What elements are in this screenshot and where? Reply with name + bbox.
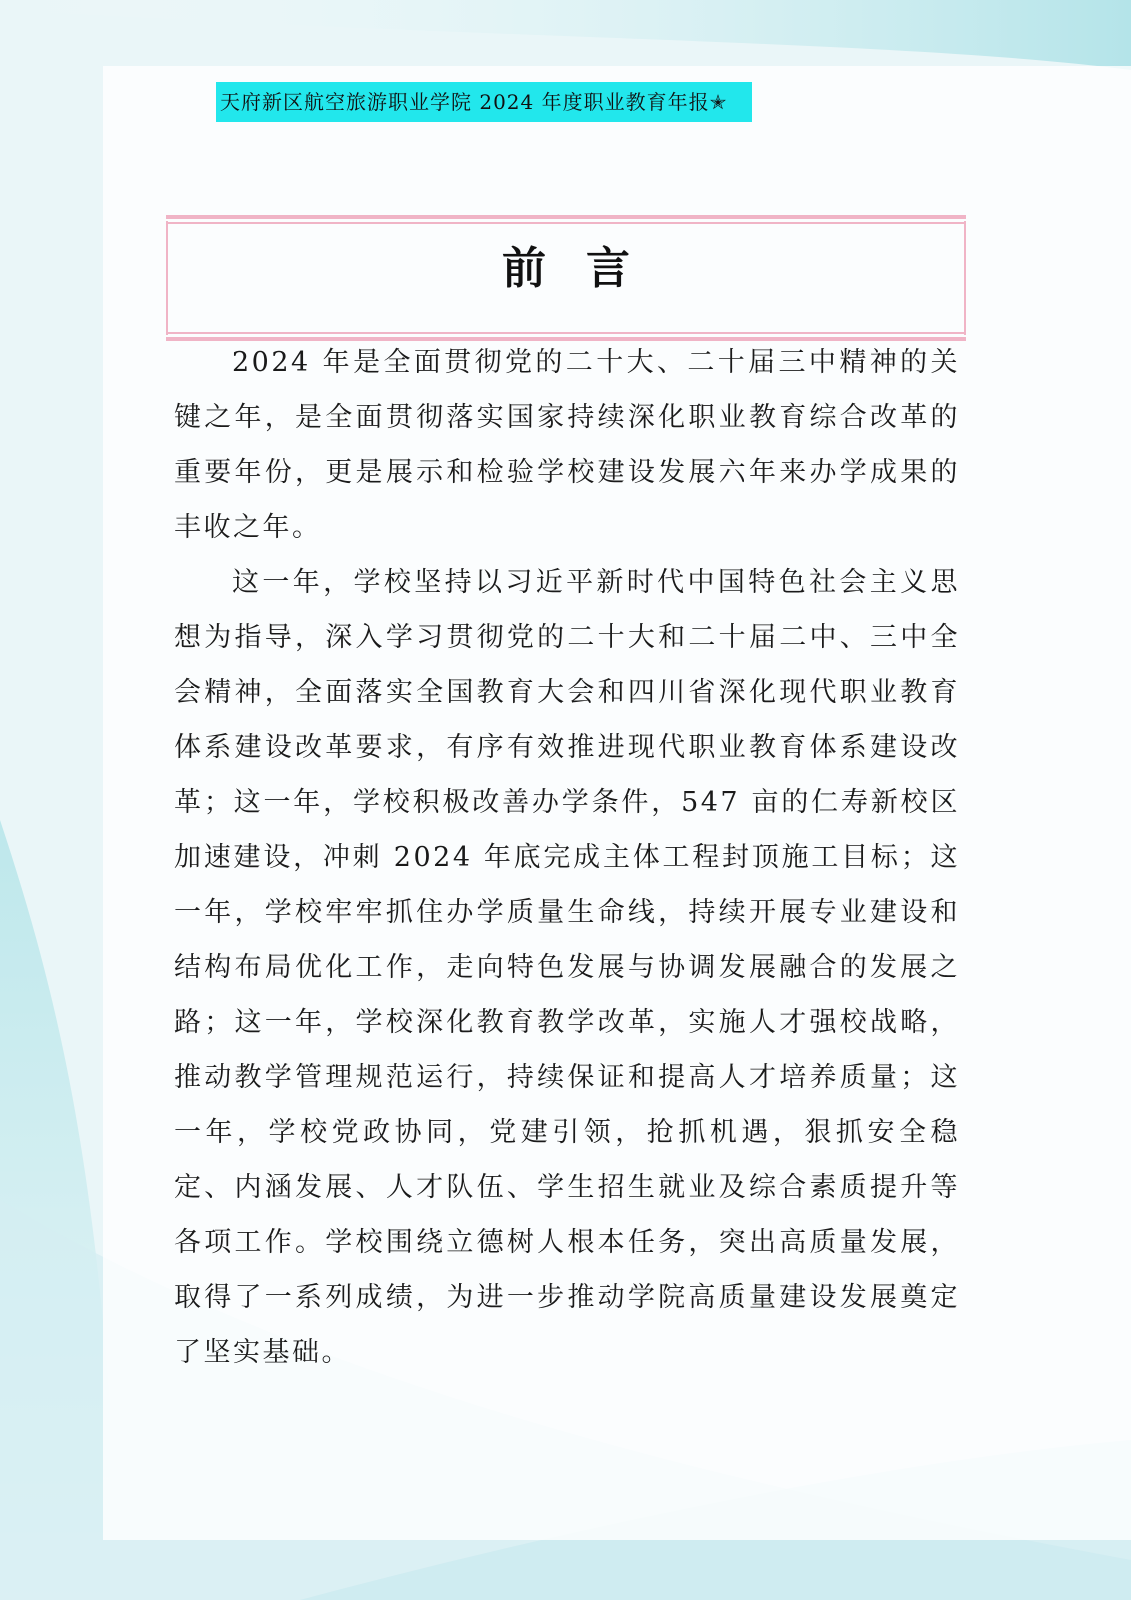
preface-paragraph-2: 这一年，学校坚持以习近平新时代中国特色社会主义思想为指导，深入学习贯彻党的二十大和二十届二中、三中全会精神，全面落实全国教育大会和四川省深化现代职业教育体系建设改革要求，有序有效推进现代职业教育体系建设改革；这一年，学校积极改善办学条件，547 亩的仁寿新校区加速建设，冲刺 2024 年底完成主体工程封顶施工目标；这一年，学校牢牢抓住办学质量生命线，持续开展专业建设和结构布局优化工作，走向特色发展与协调发展融合的发展之路；这一年，学校深化教育教学改革，实施人才强校战略，推动教学管理规范运行，持续保证和提高人才培养质量；这一年，学校党政协同，党建引领，抢抓机遇，狠抓安全稳定、内涵发展、人才队伍、学生招生就业及综合素质提升等各项工作。学校围绕立德树人根本任务，突出高质量发展，取得了一系列成绩，为进一步推动学院高质量建设发展奠定了坚实基础。 <box>174 567 960 1368</box>
title-frame-top-line <box>166 215 966 219</box>
title-frame-top-inner-line <box>166 222 966 224</box>
header-banner-text: 天府新区航空旅游职业学院 2024 年度职业教育年报 <box>220 90 710 114</box>
report-header-banner <box>216 82 752 122</box>
section-title: 前言 <box>502 243 670 294</box>
title-frame <box>166 215 966 341</box>
preface-body <box>174 335 960 1380</box>
title-frame-bottom-inner-line <box>166 332 966 334</box>
star-icon: ✭ <box>709 90 728 114</box>
preface-paragraph-1: 2024 年是全面贯彻党的二十大、二十届三中精神的关键之年，是全面贯彻落实国家持续深化职业教育综合改革的重要年份，更是展示和检验学校建设发展六年来办学成果的丰收之年。 <box>174 347 960 543</box>
